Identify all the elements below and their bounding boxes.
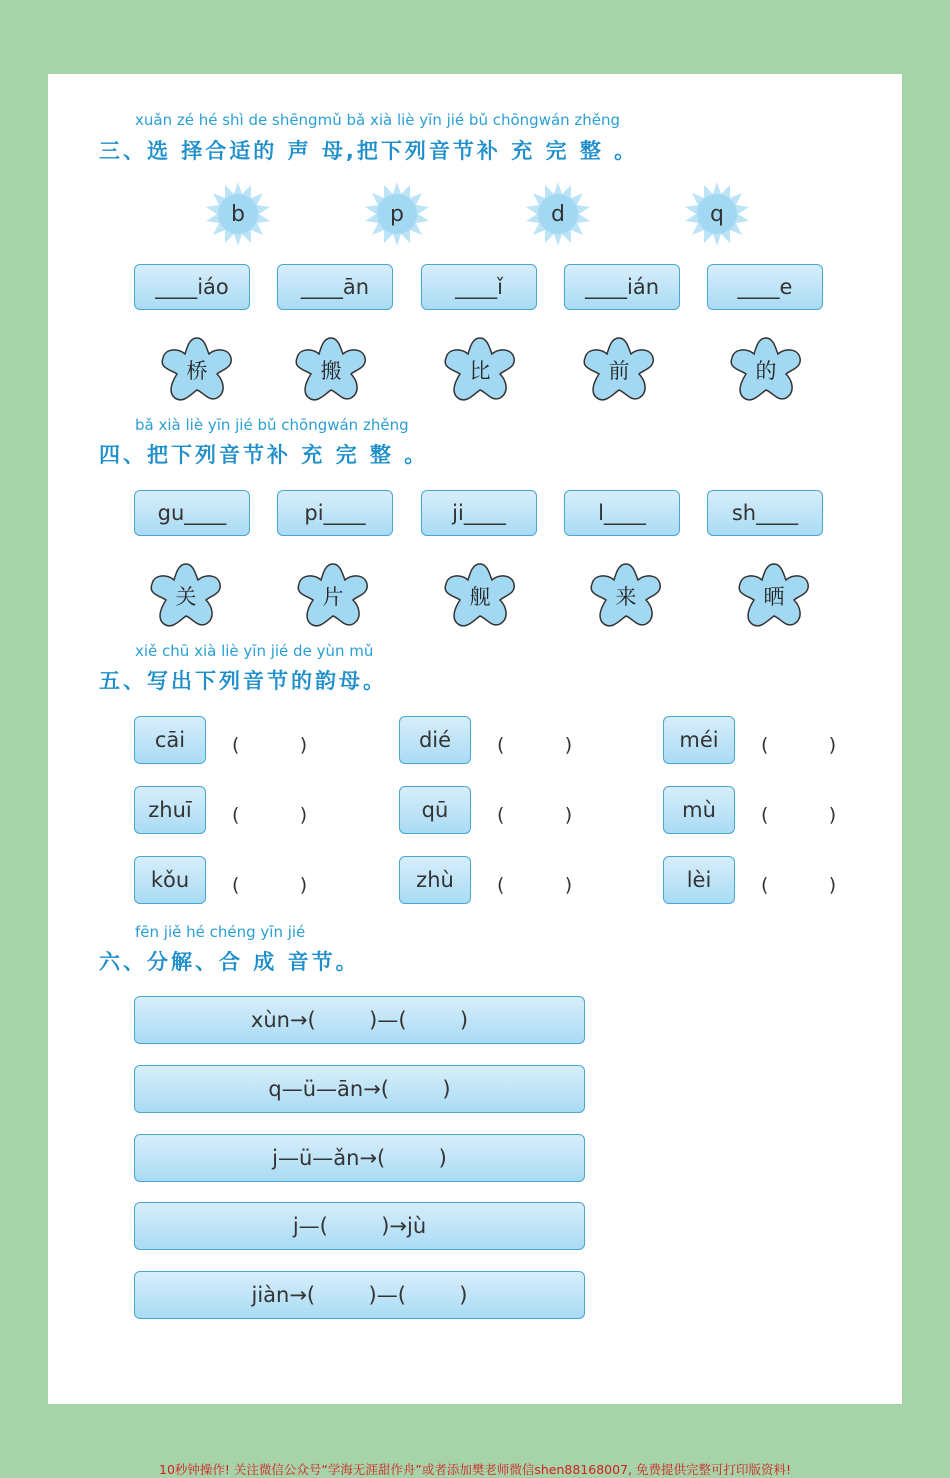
syllable-box: cāi — [134, 716, 206, 764]
answer-parentheses[interactable]: ( ) — [232, 874, 308, 896]
answer-parentheses[interactable]: ( ) — [497, 874, 573, 896]
initial-label: q — [710, 201, 724, 227]
section3-pinyin: xuǎn zé hé shì de shēngmǔ bǎ xià liè yīn jié bǔ chōngwán zhěng — [135, 111, 621, 129]
answer-parentheses[interactable]: ( ) — [497, 734, 573, 756]
syllable-fill-box[interactable]: sh____ — [707, 490, 823, 536]
section6-pinyin: fēn jiě hé chéng yīn jié — [135, 923, 306, 941]
syllable-fill-box[interactable]: ji____ — [421, 490, 537, 536]
character-label: 的 — [755, 359, 777, 383]
syllable-fill-box[interactable]: ____ān — [277, 264, 393, 310]
syllable-fill-box[interactable]: ____ián — [564, 264, 680, 310]
compose-row[interactable]: j—( )→jù — [134, 1202, 585, 1250]
character-flower — [579, 334, 659, 406]
answer-parentheses[interactable]: ( ) — [761, 734, 837, 756]
initial-label: p — [390, 201, 404, 227]
section4-pinyin: bǎ xià liè yīn jié bǔ chōngwán zhěng — [135, 416, 409, 434]
section6-title: 六、分解、合 成 音节。 — [99, 950, 360, 974]
character-flower — [157, 334, 237, 406]
syllable-box: lèi — [663, 856, 735, 904]
answer-parentheses[interactable]: ( ) — [497, 804, 573, 826]
character-label: 晒 — [763, 585, 785, 609]
syllable-fill-box[interactable]: l____ — [564, 490, 680, 536]
decompose-row[interactable]: xùn→( )—( ) — [134, 996, 585, 1044]
syllable-fill-box[interactable]: ____iáo — [134, 264, 250, 310]
character-flower — [440, 334, 520, 406]
initial-label: d — [551, 201, 565, 227]
character-label: 来 — [615, 585, 637, 609]
syllable-box: zhù — [399, 856, 471, 904]
initial-label: b — [231, 201, 245, 227]
compose-row[interactable]: q—ü—ān→( ) — [134, 1065, 585, 1113]
character-label: 舰 — [469, 585, 491, 609]
character-label: 关 — [175, 585, 197, 609]
answer-parentheses[interactable]: ( ) — [761, 804, 837, 826]
syllable-fill-box[interactable]: pi____ — [277, 490, 393, 536]
syllable-fill-box[interactable]: gu____ — [134, 490, 250, 536]
initial-d-badge — [525, 181, 591, 247]
answer-parentheses[interactable]: ( ) — [761, 874, 837, 896]
character-flower — [146, 560, 226, 632]
decompose-row[interactable]: jiàn→( )—( ) — [134, 1271, 585, 1319]
footer-notice: 10秒钟操作! 关注微信公众号“学海无涯甜作舟”或者添加樊老师微信shen88168007, 免费提供完整可打印版资料! — [159, 1462, 791, 1477]
character-label: 桥 — [186, 359, 208, 383]
answer-parentheses[interactable]: ( ) — [232, 804, 308, 826]
character-label: 比 — [469, 359, 491, 383]
syllable-box: qū — [399, 786, 471, 834]
syllable-box: méi — [663, 716, 735, 764]
syllable-fill-box[interactable]: ____e — [707, 264, 823, 310]
initial-b-badge — [205, 181, 271, 247]
compose-row[interactable]: j—ü—ǎn→( ) — [134, 1134, 585, 1182]
syllable-fill-box[interactable]: ____ǐ — [421, 264, 537, 310]
character-flower — [734, 560, 814, 632]
character-label: 片 — [322, 585, 344, 609]
character-label: 搬 — [320, 359, 342, 383]
character-flower — [586, 560, 666, 632]
syllable-box: kǒu — [134, 856, 206, 904]
initial-p-badge — [364, 181, 430, 247]
character-label: 前 — [608, 359, 630, 383]
answer-parentheses[interactable]: ( ) — [232, 734, 308, 756]
character-flower — [291, 334, 371, 406]
character-flower — [440, 560, 520, 632]
section5-pinyin: xiě chū xià liè yīn jié de yùn mǔ — [135, 642, 374, 660]
character-flower — [293, 560, 373, 632]
section3-title: 三、选 择合适的 声 母,把下列音节补 充 完 整 。 — [99, 139, 639, 163]
syllable-box: dié — [399, 716, 471, 764]
initial-q-badge — [684, 181, 750, 247]
character-flower — [726, 334, 806, 406]
syllable-box: mù — [663, 786, 735, 834]
syllable-box: zhuī — [134, 786, 206, 834]
section5-title: 五、写出下列音节的韵母。 — [99, 669, 387, 693]
section4-title: 四、把下列音节补 充 完 整 。 — [99, 443, 429, 467]
